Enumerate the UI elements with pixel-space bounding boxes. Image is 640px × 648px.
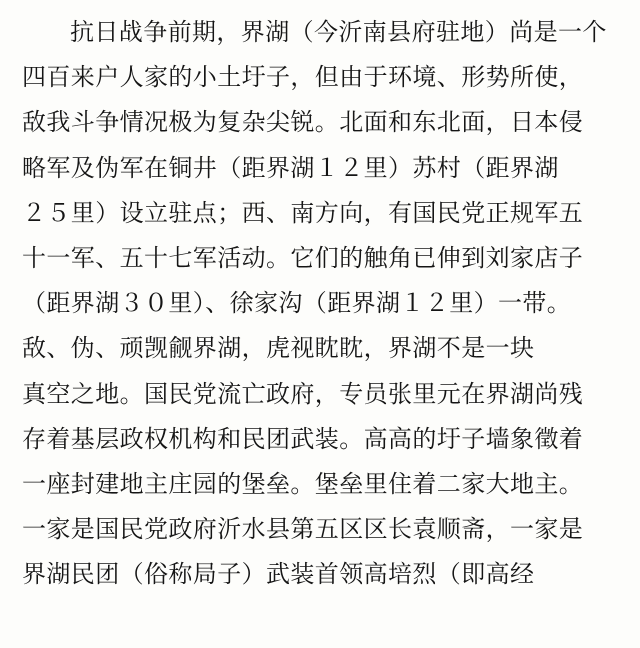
text-line-8: 敌、伪、顽觊觎界湖，虎视眈眈，界湖不是一块 [22,334,535,363]
text-line-11: 一座封建地主庄园的堡垒。堡垒里住着二家大地主。 [22,469,584,498]
text-line-7: （距界湖３０里）、徐家沟（距界湖１２里）一带。 [22,289,572,318]
text-line-13: 界湖民团（俗称局子）武装首领高培烈（即高经 [22,560,535,589]
text-line-5: ２５里）设立驻点；西、南方向，有国民党正规军五 [22,198,584,227]
text-line-9: 真空之地。国民党流亡政府，专员张里元在界湖尚残 [22,379,584,408]
text-line-12: 一家是国民党政府沂水县第五区区长袁顺斋，一家是 [22,515,584,544]
text-line-6: 十一军、五十七军活动。它们的触角已伸到刘家店子 [22,243,584,272]
text-line-2: 四百来户人家的小土圩子，但由于环境、形势所使， [22,63,584,92]
text-line-10: 存着基层政权机构和民团武装。高高的圩子墙象徵着 [22,424,584,453]
text-line-1: 抗日战争前期，界湖（今沂南县府驻地）尚是一个 [70,18,607,46]
body-text [22,10,622,597]
text-line-4: 略军及伪军在铜井（距界湖１２里）苏村（距界湖 [22,153,559,182]
text-line-3: 敌我斗争情况极为复杂尖锐。北面和东北面，日本侵 [22,108,584,137]
